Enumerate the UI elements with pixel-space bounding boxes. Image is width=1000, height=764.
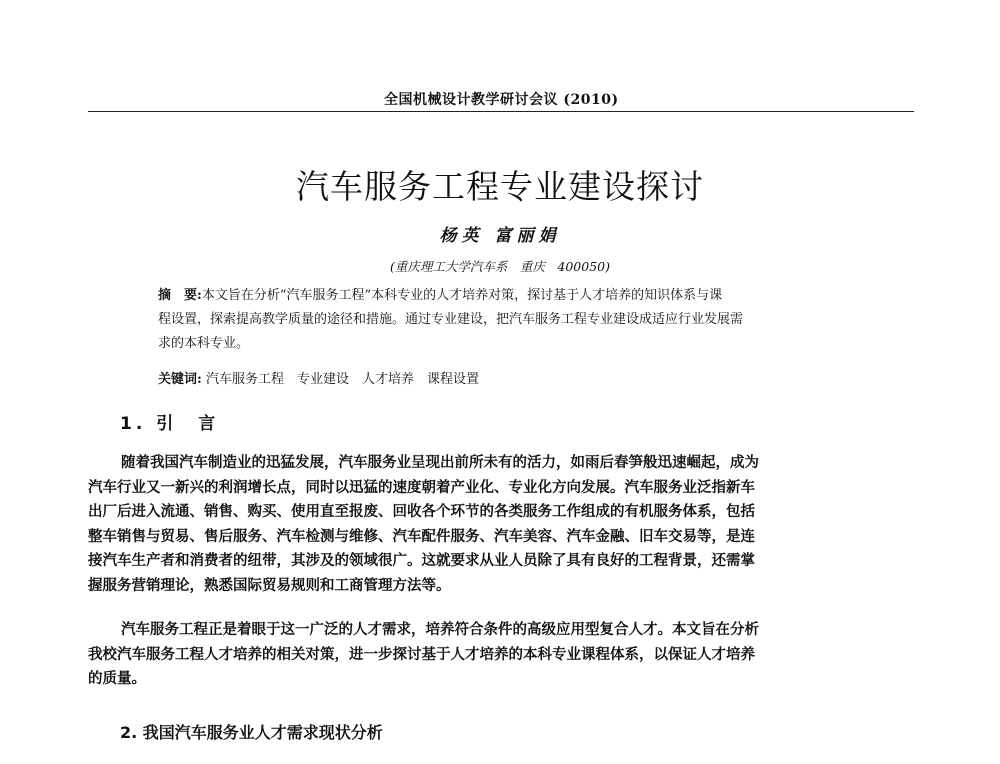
authors: 杨英 富丽娟 xyxy=(439,226,561,246)
paragraph-line: 的质量。 xyxy=(88,670,146,688)
section-1-heading: 1. 引 言 xyxy=(120,414,220,434)
running-header: 全国机械设计教学研讨会议 (2010) xyxy=(384,92,619,108)
affiliation: (重庆理工大学汽车系 重庆 400050) xyxy=(390,259,610,274)
paragraph-line: 我校汽车服务工程人才培养的相关对策，进一步探讨基于人才培养的本科专业课程体系，以保证人才培养 xyxy=(88,645,755,663)
abstract-line-1 xyxy=(158,284,858,308)
section-2-heading: 2. 我国汽车服务业人才需求现状分析 xyxy=(120,723,383,742)
keywords xyxy=(158,368,479,387)
paragraph-line: 整车销售与贸易、售后服务、汽车检测与维修、汽车配件服务、汽车美容、汽车金融、旧车交易等，是连 xyxy=(88,527,755,545)
keywords-label: 关键词: xyxy=(158,372,202,387)
paragraph-line: 接汽车生产者和消费者的纽带，其涉及的领域很广。这就要求从业人员除了具有良好的工程背景，还需掌 xyxy=(88,552,755,570)
paper-title: 汽车服务工程专业建设探讨 xyxy=(296,167,704,206)
paragraph-line: 汽车服务工程正是着眼于这一广泛的人才需求，培养符合条件的高级应用型复合人才。本文旨在分析 xyxy=(121,621,759,638)
abstract-line-3: 求的本科专业。 xyxy=(158,336,250,351)
abstract-text-1: 本文旨在分析“汽车服务工程”本科专业的人才培养对策，探讨基于人才培养的知识体系与课 xyxy=(201,288,723,303)
section-1-paragraph-2 xyxy=(88,618,914,692)
header-rule xyxy=(88,111,914,112)
section-1-paragraph-1 xyxy=(88,451,914,599)
keywords-text: 汽车服务工程 专业建设 人才培养 课程设置 xyxy=(205,372,479,387)
paragraph-line: 出厂后进入流通、销售、购买、使用直至报废、回收各个环节的各类服务工作组成的有机服务体系，包括 xyxy=(88,503,755,521)
paragraph-line: 随着我国汽车制造业的迅猛发展，汽车服务业呈现出前所未有的活力，如雨后春笋般迅速崛起，成为 xyxy=(121,454,759,471)
abstract xyxy=(158,284,858,356)
paragraph-line: 握服务营销理论，熟悉国际贸易规则和工商管理方法等。 xyxy=(88,576,451,594)
abstract-label: 摘 要: xyxy=(158,288,202,303)
paragraph-line: 汽车行业又一新兴的利润增长点，同时以迅猛的速度朝着产业化、专业化方向发展。汽车服务业泛指新车 xyxy=(88,478,755,496)
abstract-line-2: 程设置，探索提高教学质量的途径和措施。通过专业建设，把汽车服务工程专业建设成适应行业发展需 xyxy=(158,312,744,327)
